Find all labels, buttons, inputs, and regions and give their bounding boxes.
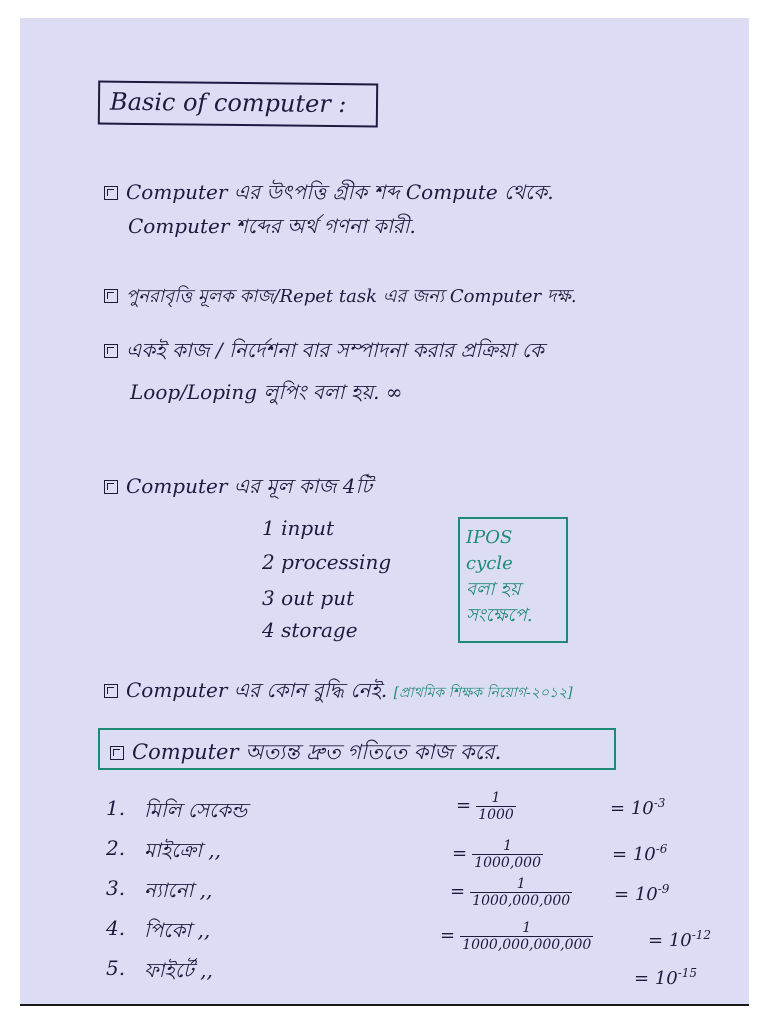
unit-number: 3. — [106, 876, 126, 900]
point-3-line-2: Loop/Loping লুপিং বলা হয়. ∞ — [130, 380, 403, 404]
unit-fraction: = $\frac{1}{1000}$ — [456, 790, 514, 823]
point-1-line-1: Computer এর উৎপত্তি গ্রীক শব্দ Compute থেকে. — [104, 178, 554, 211]
point-1-line-2: Computer শব্দের অর্থ গণনা কারী. — [128, 214, 416, 238]
unit-fraction: = $\frac{1}{1000,000,000}$ — [450, 876, 571, 909]
ipos-line: IPOS cycle — [466, 527, 513, 575]
unit-power: = $10^{-12}$ — [648, 928, 712, 951]
unit-name: ন্যানো ,, — [144, 878, 213, 902]
unit-name: ফাইর্টে ,, — [144, 958, 213, 982]
unit-power: = $10^{-6}$ — [612, 842, 668, 865]
no-intelligence-line: Computer এর কোন বুদ্ধি নেই. [প্রাথমিক শিক্ষক নিয়োগ-২০১২] — [104, 676, 573, 709]
task-item: 3 out put — [262, 586, 355, 610]
unit-number: 4. — [106, 916, 126, 940]
main-tasks-heading: Computer এর মূল কাজ 4টি — [104, 472, 372, 505]
unit-power: = $10^{-3}$ — [610, 796, 666, 819]
unit-name: মাইক্রো ,, — [144, 838, 221, 862]
checkbox-bullet-icon — [110, 746, 124, 760]
title-box — [98, 81, 378, 128]
task-item: 4 storage — [262, 618, 358, 642]
task-item: 1 input — [262, 516, 335, 540]
ipos-cycle-box — [458, 517, 568, 643]
checkbox-bullet-icon — [104, 344, 118, 358]
unit-number: 1. — [106, 796, 126, 820]
page-title: Basic of computer : — [109, 87, 347, 119]
point-2-line-1: পুনরাবৃত্তি মূলক কাজ/Repet task এর জন্য Computer দক্ষ. — [104, 282, 577, 313]
unit-number: 2. — [106, 836, 126, 860]
page-bottom-edge — [20, 1004, 749, 1006]
speed-box: Computer অত্যন্ত দ্রুত গতিতে কাজ করে. — [98, 728, 616, 770]
exam-reference-note: [প্রাথমিক শিক্ষক নিয়োগ-২০১২] — [393, 685, 573, 701]
ipos-line: সংক্ষেপে. — [466, 605, 533, 627]
checkbox-bullet-icon — [104, 684, 118, 698]
checkbox-bullet-icon — [104, 480, 118, 494]
task-item: 2 processing — [262, 550, 392, 574]
unit-name: মিলি সেকেন্ড — [144, 798, 248, 822]
ipos-line: বলা হয় — [466, 579, 521, 601]
point-3-line-1: একই কাজ / নির্দেশনা বার সম্পাদনা করার প্রক্রিয়া কে — [104, 336, 544, 369]
unit-power: = $10^{-9}$ — [614, 882, 670, 905]
checkbox-bullet-icon — [104, 186, 118, 200]
unit-fraction: = $\frac{1}{1000,000,000,000}$ — [440, 920, 592, 953]
unit-fraction: = $\frac{1}{1000,000}$ — [452, 838, 541, 871]
unit-power: = $10^{-15}$ — [634, 966, 698, 989]
unit-name: পিকো ,, — [144, 918, 211, 942]
checkbox-bullet-icon — [104, 289, 118, 303]
unit-number: 5. — [106, 956, 126, 980]
